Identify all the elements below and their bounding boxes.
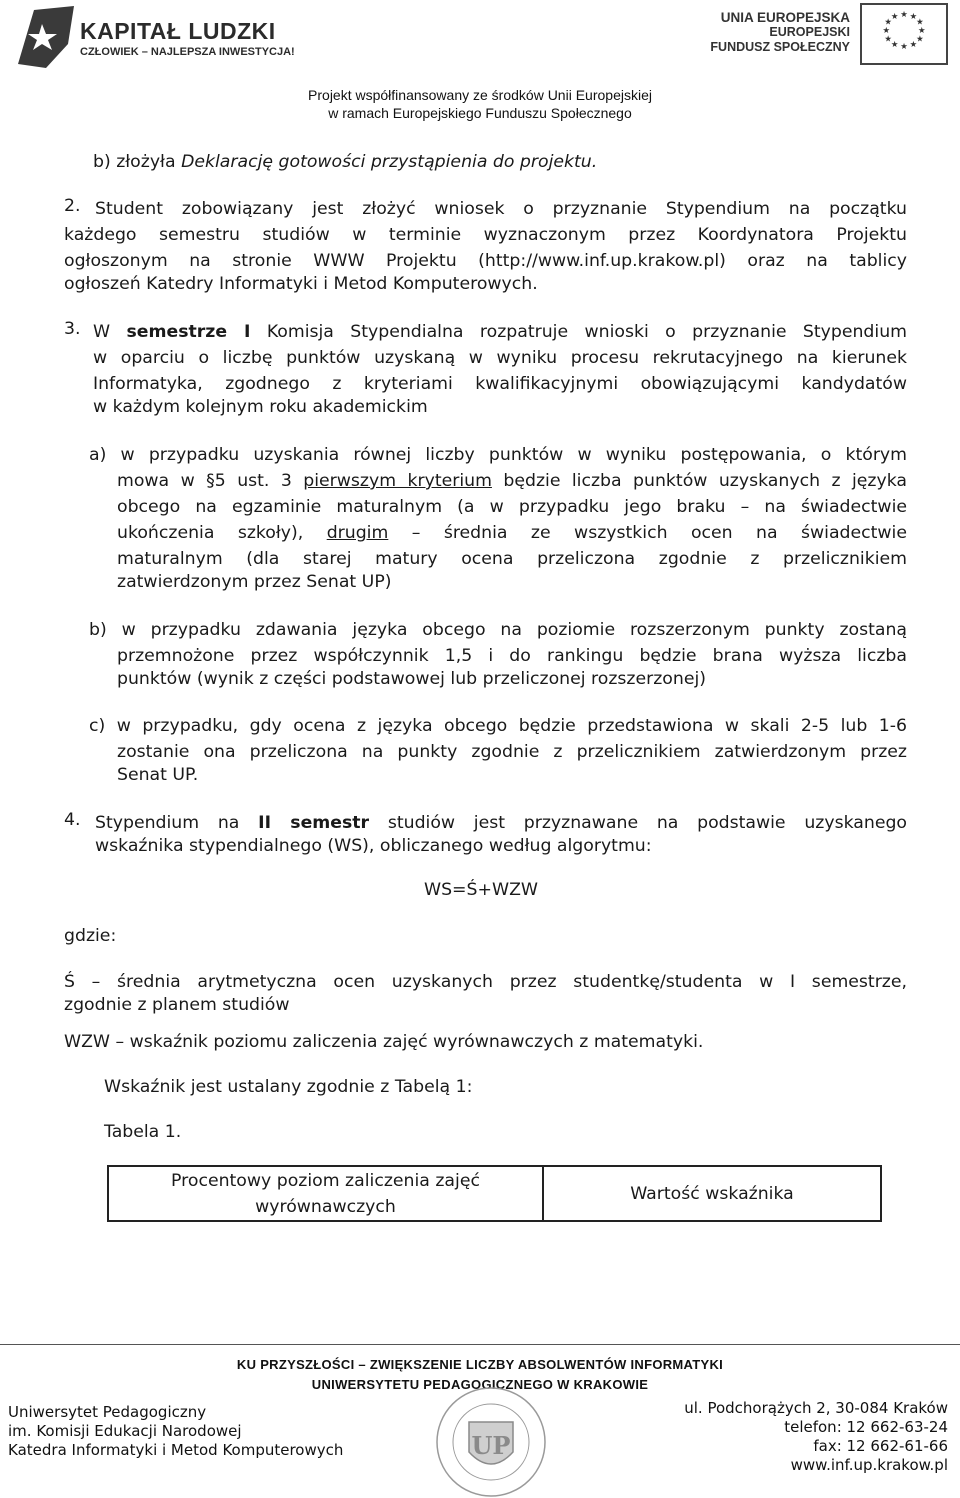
a2-post: będzie liczba punktów uzyskanych z języka [491, 471, 907, 491]
item-c-line-3: Senat UP. [117, 765, 199, 785]
paragraph-3-line-2: w oparciu o liczbę punktów uzyskaną w wyniku procesu rekrutacyjnego na kierunek [93, 348, 907, 368]
item-b-emphasis: Deklarację gotowości przystąpienia do projektu. [181, 152, 598, 172]
svg-text:★: ★ [900, 40, 908, 51]
item-b-line-3: punktów (wynik z części podstawowej lub przeliczonej rozszerzonej) [117, 669, 707, 689]
project-cofinancing-note [0, 86, 960, 122]
project-line-2: w ramach Europejskiego Funduszu Społecznego [328, 105, 632, 121]
item-a-line-1: a) w przypadku uzyskania równej liczby punktów w wyniku postępowania, o którym [89, 445, 907, 465]
a4-pre: ukończenia szkoły), [117, 523, 327, 543]
university-seal-icon [432, 1380, 550, 1498]
footer-left-1: Uniwersytet Pedagogiczny [8, 1403, 207, 1421]
wzw-definition: WZW – wskaźnik poziomu zaliczenia zajęć wyrównawczych z matematyki. [64, 1032, 704, 1052]
paragraph-2-line-2: każdego semestru studiów w terminie wyznaczonym przez Koordynatora Projektu [64, 225, 907, 245]
paragraph-4-number: 4. [64, 810, 81, 830]
a4-underline: drugim [326, 523, 389, 543]
item-a-line-3: obcego na egzaminie maturalnym (a w przypadku jego braku – na świadectwie [117, 497, 907, 517]
gdzie-label: gdzie: [64, 926, 117, 946]
table-header-2-text: Wartość wskaźnika [630, 1183, 794, 1204]
footer-left-2: im. Komisji Edukacji Narodowej [8, 1422, 242, 1440]
p4-bold: II semestr [258, 813, 370, 833]
project-line-1: Projekt współfinansowany ze środków Unii Europejskiej [308, 87, 652, 103]
a2-pre: mowa w §5 ust. 3 [117, 471, 304, 491]
table-header-cell-2 [544, 1167, 880, 1220]
seal-text: UP [471, 1431, 511, 1460]
paragraph-4-line-2: wskaźnika stypendialnego (WS), obliczanego według algorytmu: [95, 836, 652, 856]
a2-underline: pierwszym kryterium [303, 471, 492, 491]
paragraph-2-line-3: ogłoszonym na stronie WWW Projektu (http://www.inf.up.krakow.pl) oraz na tablicy [64, 251, 907, 271]
a4-post: – średnia ze wszystkich ocen na świadectwie [388, 523, 907, 543]
item-b-line-1: b) w przypadku zdawania języka obcego na poziomie rozszerzonym punkty zostaną [89, 620, 907, 640]
footer-divider [0, 1344, 960, 1345]
svg-text:★: ★ [890, 39, 899, 50]
p3-post: Komisja Stypendialna rozpatruje wnioski o przyznanie Stypendium [250, 322, 907, 342]
paragraph-2-line-1: Student zobowiązany jest złożyć wniosek o przyznanie Stypendium na początku [95, 199, 907, 219]
item-a-line-2 [117, 468, 907, 494]
eu-flag-icon [860, 3, 948, 65]
item-c-line-2: zostanie ona przeliczona na punkty zgodnie z przelicznikiem zatwierdzonym przez [117, 742, 907, 762]
svg-text:★: ★ [916, 16, 924, 27]
eu-line-1: UNIA EUROPEJSKA [720, 10, 850, 25]
paragraph-4-line-1 [95, 810, 907, 836]
svg-text:★: ★ [918, 25, 926, 36]
table-header-cell-1 [109, 1167, 544, 1220]
footer-right-2: telefon: 12 662-63-24 [784, 1418, 948, 1436]
kapital-ludzki-title: KAPITAŁ LUDZKI [80, 18, 276, 44]
footer-address-left [8, 1403, 343, 1460]
s-definition-line-1: Ś – średnia arytmetyczna ocen uzyskanych przez studentkę/studenta w I semestrze, [64, 972, 907, 992]
paragraph-3-line-3: Informatyka, zgodnego z kryteriami kwalifikacyjnymi obowiązującymi kandydatów [93, 374, 907, 394]
paragraph-3-line-1 [93, 319, 907, 345]
svg-text:★: ★ [909, 39, 918, 50]
footer-right-4: www.inf.up.krakow.pl [790, 1456, 948, 1474]
table-header-1-text: Procentowy poziom zaliczenia zajęć wyrównawczych [171, 1170, 480, 1217]
p4-pre: Stypendium na [95, 813, 259, 833]
footer-title-1: KU PRZYSZŁOŚCI – ZWIĘKSZENIE LICZBY ABSOLWENTÓW INFORMATYKI [236, 1357, 724, 1372]
table-caption: Tabela 1. [104, 1122, 182, 1142]
svg-text:★: ★ [916, 33, 924, 44]
paragraph-2-number: 2. [64, 196, 81, 216]
paragraph-3-number: 3. [64, 319, 81, 339]
item-b-declaration [93, 152, 597, 172]
footer-right-1: ul. Podchorążych 2, 30-084 Kraków [684, 1399, 948, 1417]
svg-text:★: ★ [882, 25, 890, 36]
p3-bold: semestrze I [126, 322, 251, 342]
indicator-note: Wskaźnik jest ustalany zgodnie z Tabelą 1: [104, 1077, 473, 1097]
item-c-line-1: c) w przypadku, gdy ocena z języka obcego będzie przedstawiona w skali 2-5 lub 1-6 [89, 716, 907, 736]
eu-logo-text [710, 10, 850, 55]
footer-left-3: Katedra Informatyki i Metod Komputerowych [8, 1441, 344, 1459]
item-a-line-5: maturalnym (dla starej matury ocena przeliczona zgodnie z przelicznikiem [117, 549, 907, 569]
eu-line-2: EUROPEJSKI [769, 25, 850, 39]
eu-line-3: FUNDUSZ SPOŁECZNY [710, 40, 850, 54]
svg-text:★: ★ [884, 33, 892, 44]
svg-text:★: ★ [900, 9, 908, 20]
s-definition-line-2: zgodnie z planem studiów [64, 995, 290, 1015]
item-a-line-6: zatwierdzonym przez Senat UP) [117, 572, 392, 592]
item-b-line-2: przemnożone przez współczynnik 1,5 i do rankingu będzie brana wyższa liczba [117, 646, 907, 666]
svg-text:★: ★ [909, 11, 918, 22]
paragraph-3-line-4: w każdym kolejnym roku akademickim [93, 397, 428, 417]
p4-post: studiów jest przyznawane na podstawie uzyskanego [369, 813, 907, 833]
item-b-prefix: b) złożyła [93, 152, 182, 172]
formula: WS=Ś+WZW [424, 880, 538, 900]
footer-title-2: UNIWERSYTETU PEDAGOGICZNEGO W KRAKOWIE [311, 1377, 649, 1392]
svg-text:★: ★ [890, 11, 899, 22]
paragraph-2-line-4: ogłoszeń Katedry Informatyki i Metod Komputerowych. [64, 274, 538, 294]
svg-text:★: ★ [884, 16, 892, 27]
footer-right-3: fax: 12 662-61-66 [813, 1437, 948, 1455]
indicator-table [107, 1165, 882, 1222]
footer-address-right [684, 1399, 948, 1475]
item-a-line-4 [117, 520, 907, 546]
kapital-ludzki-subtitle: CZŁOWIEK – NAJLEPSZA INWESTYCJA! [80, 46, 295, 58]
p3-pre: W [93, 322, 127, 342]
